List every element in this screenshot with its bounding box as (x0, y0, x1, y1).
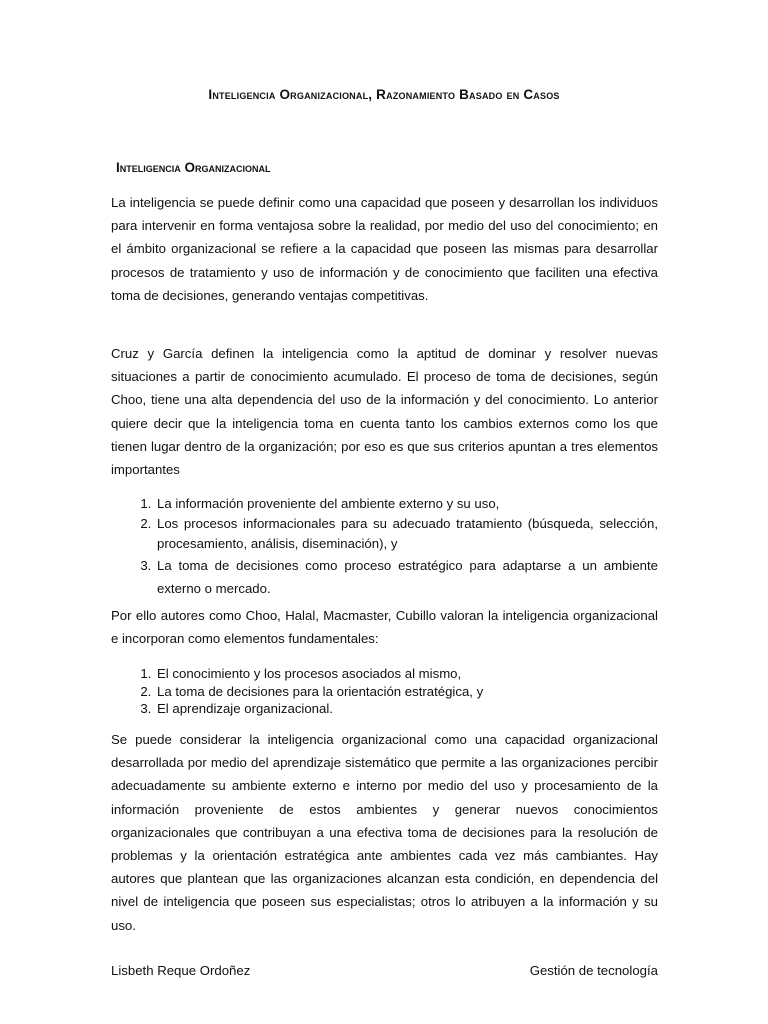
list-item: 1. El conocimiento y los procesos asociados al mismo, (155, 665, 658, 683)
footer-course: Gestión de tecnología (529, 963, 658, 978)
document-title: Inteligencia Organizacional, Razonamiento Basado en Casos (208, 87, 560, 102)
list-item: 3. La toma de decisiones como proceso estratégico para adaptarse a un ambiente externo o mercado. (155, 554, 658, 600)
page-footer (111, 963, 658, 978)
criteria-list (111, 494, 658, 600)
paragraph-authors: Por ello autores como Choo, Halal, Macmaster, Cubillo valoran la inteligencia organizacional e incorporan como elementos fundamentales: (111, 608, 658, 647)
list-item: 2. Los procesos informacionales para su adecuado tratamiento (búsqueda, selección, procesamiento, análisis, diseminación), y (155, 514, 658, 554)
list-item: 1. La información proveniente del ambiente externo y su uso, (155, 494, 658, 514)
paragraph-cruz-garcia: Cruz y García definen la inteligencia como la aptitud de dominar y resolver nuevas situaciones a partir de conocimiento acumulado. El proceso de toma de decisiones, según Choo, tiene una alta dependencia del uso de la información y del conocimiento. Lo anterior quiere decir que la inteligencia toma en cuenta tanto los cambios externos como los que tienen lugar dentro de la organización; por eso es que sus criterios apuntan a tres elementos importantes (111, 346, 658, 478)
footer-author: Lisbeth Reque Ordoñez (111, 963, 251, 978)
section-heading: Inteligencia Organizacional (116, 160, 271, 175)
list-item: 3. El aprendizaje organizacional. (155, 700, 658, 718)
list-item: 2. La toma de decisiones para la orientación estratégica, y (155, 683, 658, 701)
paragraph-definition: La inteligencia se puede definir como una capacidad que poseen y desarrollan los individuos para intervenir en forma ventajosa sobre la realidad, por medio del uso del conocimiento; en el ámbito organizacional se refiere a la capacidad que poseen las mismas para desarrollar procesos de tratamiento y uso de información y de conocimiento que faciliten una efectiva toma de decisiones, generando ventajas competitivas. (111, 195, 658, 303)
fundamental-elements-list (111, 665, 658, 718)
paragraph-capacity: Se puede considerar la inteligencia organizacional como una capacidad organizacional desarrollada por medio del aprendizaje sistemático que permite a las organizaciones percibir adecuadamente su ambiente externo e interno por medio del uso y procesamiento de la información proveniente de estos ambientes y generar nuevos conocimientos organizacionales que contribuyan a una efectiva toma de decisiones para la resolución de problemas y la orientación estratégica ante ambientes cada vez más cambiantes. Hay autores que plantean que las organizaciones alcanzan esta condición, en dependencia del nivel de inteligencia que poseen sus especialistas; otros lo atribuyen a la información y su uso. (111, 732, 658, 933)
